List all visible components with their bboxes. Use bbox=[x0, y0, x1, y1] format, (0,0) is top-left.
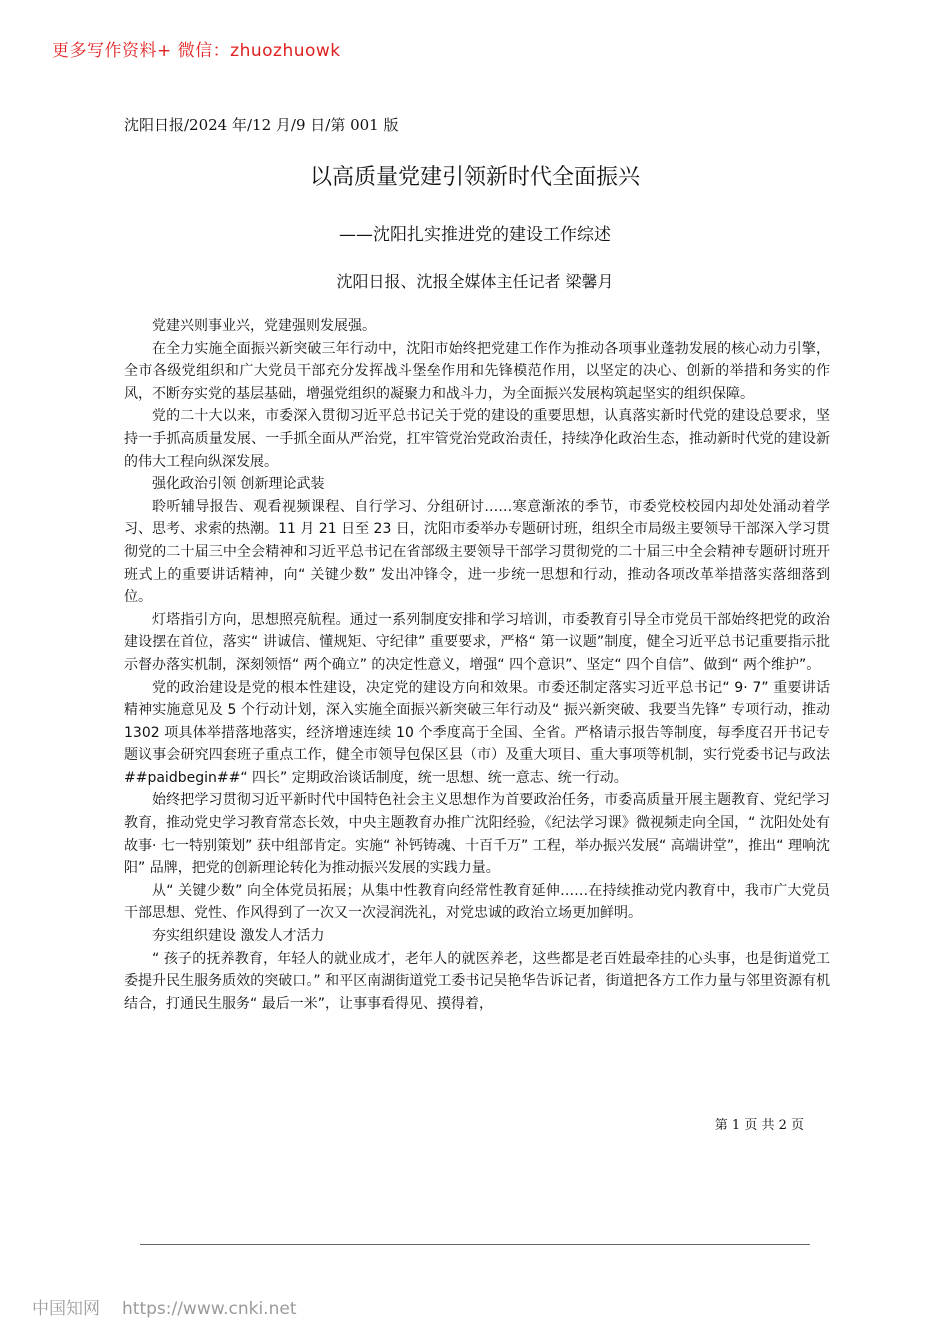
paragraph: 党的二十大以来，市委深入贯彻习近平总书记关于党的建设的重要思想，认真落实新时代党的建设总要求，坚持一手抓高质量发展、一手抓全面从严治党，扛牢管党治党政治责任，持续净化政治生态，推动新时代党的建设新的伟大工程向纵深发展。 bbox=[124, 408, 830, 470]
section-heading: 强化政治引领 创新理论武装 bbox=[152, 476, 325, 493]
paragraph: 灯塔指引方向，思想照亮航程。通过一系列制度安排和学习培训，市委教育引导全市党员干部始终把党的政治建设摆在首位，落实“ 讲诚信、懂规矩、守纪律” 重要要求，严格“ 第一议题”制度，健全习近平总书记重要指示批示督办落实机制，深刻领悟“ 两个确立” 的决定性意义，增强“ 四个意识”、坚定“ 四个自信”、做到“ 两个维护”。 bbox=[124, 611, 830, 673]
article-body bbox=[124, 315, 830, 1015]
promo-text: 更多写作资料+ 微信：zhuozhuowk bbox=[52, 41, 341, 61]
footer-divider bbox=[140, 1244, 810, 1245]
article-subtitle: ——沈阳扎实推进党的建设工作综述 bbox=[339, 225, 611, 245]
site-name: 中国知网 bbox=[32, 1299, 100, 1319]
paragraph: 党建兴则事业兴，党建强则发展强。 bbox=[152, 318, 376, 334]
paragraph: “ 孩子的抚养教育，年轻人的就业成才，老年人的就医养老，这些都是老百姓最牵挂的心头事，也是街道党工委提升民生服务质效的突破口。” 和平区南湖街道党工委书记吴艳华告诉记者，街道把各方工作力量与邻里资源有机结合，打通民生服务“ 最后一米”，让事事看得见、摸得着， bbox=[124, 950, 830, 1012]
paragraph: 从“ 关键少数” 向全体党员拓展；从集中性教育向经常性教育延伸……在持续推动党内教育中，我市广大党员干部思想、党性、作风得到了一次又一次浸润洗礼，对党忠诚的政治立场更加鲜明。 bbox=[124, 882, 830, 922]
paragraph: 始终把学习贯彻习近平新时代中国特色社会主义思想作为首要政治任务，市委高质量开展主题教育、党纪学习教育，推动党史学习教育常态长效，中央主题教育办推广沈阳经验，《纪法学习课》微视频走向全国，“ 沈阳处处有故事· 七一特别策划” 获中组部肯定。实施“ 补钙铸魂、十百千万” 工程，举办振兴发展“ 高端讲堂”，推出“ 理响沈阳” 品牌，把党的创新理论转化为推动振兴发展的实践力量。 bbox=[124, 792, 830, 877]
section-heading: 夯实组织建设 激发人才活力 bbox=[152, 928, 325, 945]
page-indicator: 第 1 页 共 2 页 bbox=[714, 1118, 804, 1133]
paragraph: 在全力实施全面振兴新突破三年行动中，沈阳市始终把党建工作作为推动各项事业蓬勃发展的核心动力引擎，全市各级党组织和广大党员干部充分发挥战斗堡垒作用和先锋模范作用，以坚定的决心、创新的举措和务实的作风，不断夯实党的基层基础，增强党组织的凝聚力和战斗力，为全面振兴发展构筑起坚实的组织保障。 bbox=[124, 340, 830, 402]
article-author: 沈阳日报、沈报全媒体主任记者 梁馨月 bbox=[336, 272, 614, 291]
source-line: 沈阳日报/2024 年/12 月/9 日/第 001 版 bbox=[124, 116, 399, 134]
footer-watermark bbox=[32, 1294, 318, 1319]
paragraph: 聆听辅导报告、观看视频课程、自行学习、分组研讨……寒意渐浓的季节，市委党校校园内却处处涌动着学习、思考、求索的热潮。11 月 21 日至 23 日，沈阳市委举办专题研讨班，组织全市局级主要领导干部深入学习贯彻党的二十届三中全会精神和习近平总书记在省部级主要领导干部学习贯彻党的二十届三中全会精神专题研讨班开班式上的重要讲话精神，向“ 关键少数” 发出冲锋令，进一步统一思想和行动，推动各项改革举措落实落细落到位。 bbox=[124, 498, 830, 606]
site-url[interactable]: https://www.cnki.net bbox=[122, 1299, 297, 1319]
article-title: 以高质量党建引领新时代全面振兴 bbox=[309, 165, 640, 190]
paragraph: 党的政治建设是党的根本性建设，决定党的建设方向和效果。市委还制定落实习近平总书记“ 9· 7” 重要讲话精神实施意见及 5 个行动计划，深入实施全面振兴新突破三年行动及“ 振兴新突破、我要当先锋” 专项行动，推动 1302 项具体举措落地落实，经济增速连续 10 个季度高于全国、全省。严格请示报告等制度，每季度召开书记专题议事会研究四套班子重点工作，健全市领导包保区县（市）及重大项目、重大事项等机制，实行党委书记与政法##paidbegin##“ 四长” 定期政治谈话制度，统一思想、统一意志、统一行动。 bbox=[124, 679, 830, 786]
